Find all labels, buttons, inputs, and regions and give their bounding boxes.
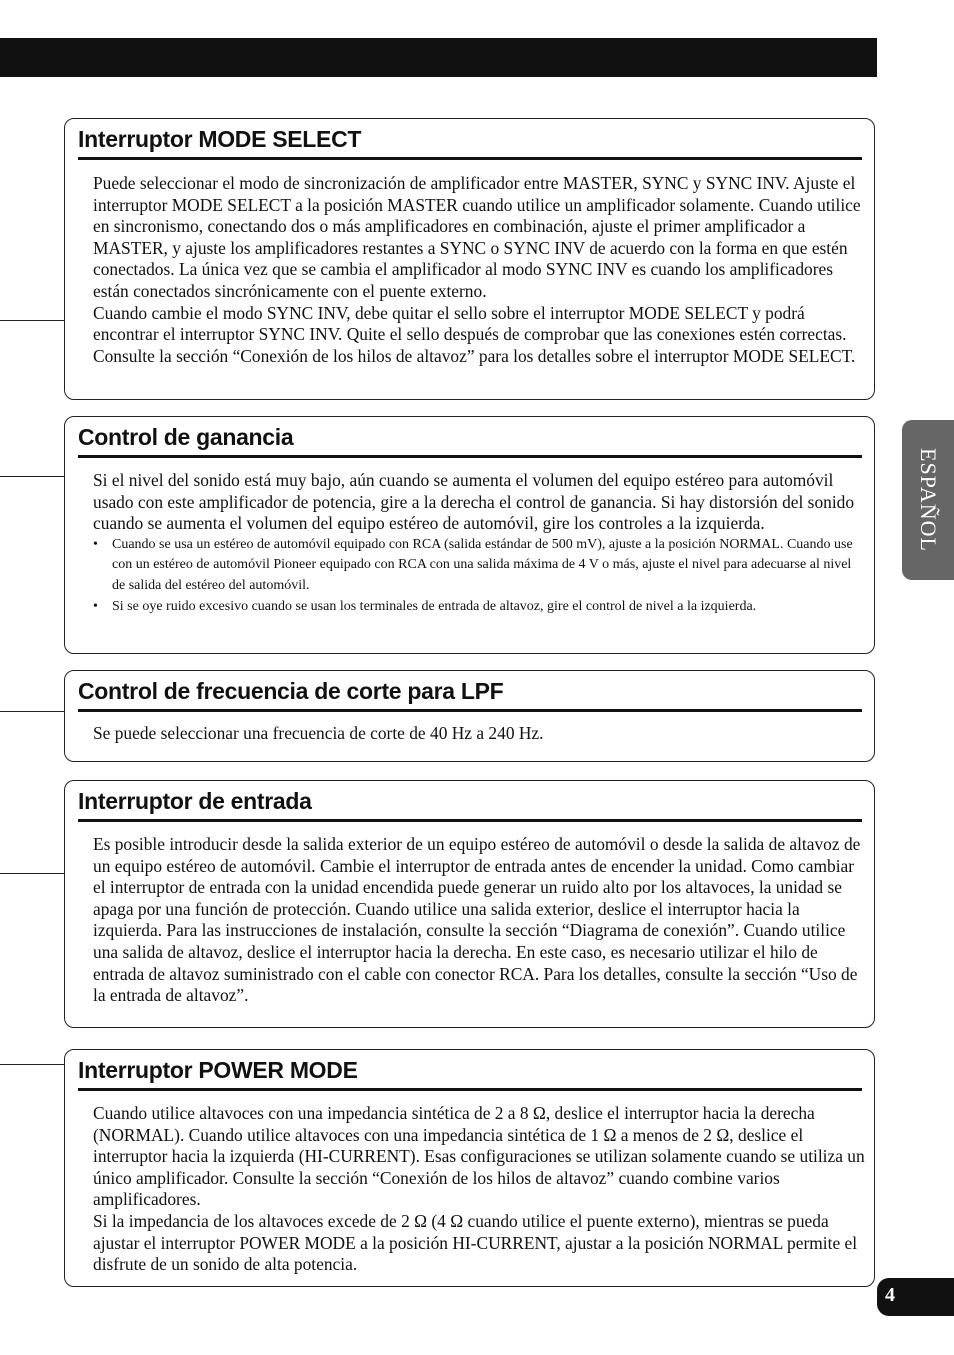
- section-title: Interruptor de entrada: [78, 786, 862, 822]
- header-bar: [0, 38, 877, 77]
- section-title: Control de frecuencia de corte para LPF: [78, 676, 862, 712]
- paragraph: Es posible introducir desde la salida exterior de un equipo estéreo de automóvil o desde la salida de altavoz de un equipo estéreo de automóvil. Cambie el interruptor de entrada antes de encender la unidad. Como cambiar el interruptor de entrada con la unidad encendida puede generar un ruido alto por los altavoces, la unidad se apaga por una función de protección. Cuando utilice una salida exterior, deslice el interruptor hacia la izquierda. Para las instrucciones de instalación, consulte la sección “Diagrama de conexión”. Cuando utilice una salida de altavoz, deslice el interruptor hacia la derecha. En este caso, es necesario utilizar el hilo de entrada de altavoz suministrado con el cable con conector RCA. Para los detalles, consulte la sección “Uso de la entrada de altavoz”.: [93, 834, 861, 1006]
- section-mode-select: [64, 118, 875, 400]
- section-title: Control de ganancia: [78, 422, 862, 458]
- paragraph: Se puede seleccionar una frecuencia de corte de 40 Hz a 240 Hz.: [93, 723, 544, 743]
- paragraph: Cuando utilice altavoces con una impedancia sintética de 2 a 8 Ω, deslice el interruptor hacia la derecha (NORMAL). Cuando utilice altavoces con una impedancia sintética de 1 Ω a menos de 2 Ω, deslice el interruptor hacia la izquierda (HI-CURRENT). Esas configuraciones se utilizan solamente cuando se utiliza un único amplificador. Consulte la sección “Conexión de los hilos de altavoz” cuando combine varios amplificadores.: [93, 1103, 865, 1210]
- section-body: [93, 470, 866, 617]
- margin-rule: [0, 476, 64, 477]
- paragraph: Si la impedancia de los altavoces excede de 2 Ω (4 Ω cuando utilice el puente externo), mientras se pueda ajustar el interruptor POWER MODE a la posición HI-CURRENT, ajustar a la posición NORMAL permite el disfrute de un sonido de alta potencia.: [93, 1210, 858, 1275]
- page-number-tab: [877, 1278, 954, 1316]
- section-power-mode: [64, 1049, 875, 1287]
- language-tab: [902, 420, 954, 580]
- bullet-item: • Cuando se usa un estéreo de automóvil equipado con RCA (salida estándar de 500 mV), ajuste a la posición NORMAL. Cuando use con un estéreo de automóvil Pioneer equipado con RCA con una salida máxima de 4 V o más, ajuste el nivel para adecuarse al nivel de salida del estéreo del automóvil.: [93, 535, 866, 597]
- page-number: 4: [885, 1284, 895, 1306]
- margin-rule: [0, 873, 64, 874]
- section-title: Interruptor MODE SELECT: [78, 124, 862, 160]
- paragraph: Puede seleccionar el modo de sincronización de amplificador entre MASTER, SYNC y SYNC INV. Ajuste el interruptor MODE SELECT a la posición MASTER cuando utilice un amplificador solamente. Cuando utilice en sincronismo, conectando dos o más amplificadores en combinación, ajuste el primer amplificador a MASTER, y ajuste los amplificadores restantes a SYNC o SYNC INV de acuerdo con la forma en que estén conectados. La única vez que se cambia el amplificador al modo SYNC INV es cuando los amplificadores están conectados sincrónicamente con el puente externo.: [93, 173, 861, 301]
- paragraph: Si el nivel del sonido está muy bajo, aún cuando se aumenta el volumen del equipo estéreo para automóvil usado con este amplificador de potencia, gire a la derecha el control de ganancia. Si hay distorsión del sonido cuando se aumenta el volumen del equipo estéreo de automóvil, gire los controles a la izquierda.: [93, 470, 855, 534]
- section-body: [93, 723, 866, 745]
- paragraph: Cuando cambie el modo SYNC INV, debe quitar el sello sobre el interruptor MODE SELECT y podrá encontrar el interruptor SYNC INV. Quite el sello después de comprobar que las conexiones estén correctas. Consulte la sección “Conexión de los hilos de altavoz” para los detalles sobre el interruptor MODE SELECT.: [93, 302, 856, 366]
- bullet-item: • Si se oye ruido excesivo cuando se usan los terminales de entrada de altavoz, gire el control de nivel a la izquierda.: [93, 597, 866, 618]
- bullet-list: [93, 535, 866, 617]
- margin-rule: [0, 1064, 64, 1065]
- language-tab-label: ESPAÑOL: [916, 448, 941, 552]
- section-title: Interruptor POWER MODE: [78, 1055, 862, 1091]
- section-body: [93, 834, 866, 1007]
- margin-rule: [0, 320, 64, 321]
- section-gain-control: [64, 416, 875, 654]
- section-body: [93, 1103, 866, 1276]
- section-lpf-control: [64, 670, 875, 762]
- section-input-switch: [64, 780, 875, 1028]
- margin-rule: [0, 711, 64, 712]
- section-body: [93, 173, 866, 367]
